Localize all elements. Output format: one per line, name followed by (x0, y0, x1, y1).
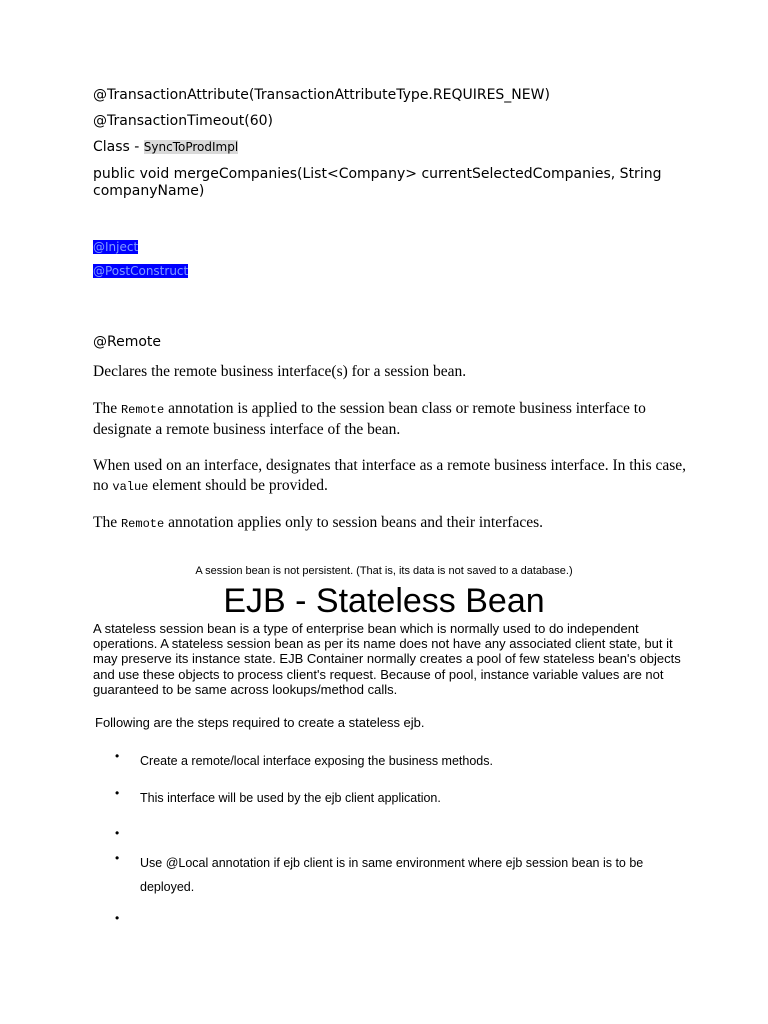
list-item (115, 749, 695, 786)
bullet-text: This interface will be used by the ejb client application. (140, 791, 441, 805)
class-prefix: Class - (93, 139, 144, 155)
list-item (115, 786, 695, 823)
bullet-icon: • (115, 786, 120, 800)
p4-code: Remote (120, 517, 165, 531)
remote-doc-p4 (93, 513, 693, 534)
bullet-icon: • (115, 851, 120, 865)
transaction-attribute-annotation: @TransactionAttribute(TransactionAttributeType.REQUIRES_NEW) (93, 87, 550, 103)
method-signature: public void mergeCompanies(List<Company> currentSelectedCompanies, String companyName) (93, 166, 662, 199)
remote-doc-p2 (93, 399, 693, 440)
page-heading: EJB - Stateless Bean (223, 582, 545, 620)
post-construct-annotation-line (93, 260, 188, 279)
inject-annotation: @Inject (93, 240, 139, 254)
remote-doc-p3 (93, 456, 693, 497)
bullet-icon: • (115, 826, 120, 840)
class-line (93, 139, 238, 156)
transaction-timeout-annotation: @TransactionTimeout(60) (93, 113, 274, 129)
class-name-highlight: SyncToProdImpl (143, 140, 239, 154)
p3-pre: When used on an interface, designates that interface as a remote business interface. In this case, no (93, 457, 687, 494)
list-item (115, 826, 695, 851)
bullet-icon: • (115, 911, 120, 925)
p3-post: element should be provided. (148, 477, 328, 494)
steps-list (115, 749, 695, 935)
inject-annotation-line (93, 236, 138, 255)
p3-code: value (112, 480, 149, 494)
p2-post: annotation is applied to the session bean class or remote business interface to designate a remote business interface of the bean. (93, 400, 646, 438)
p2-pre: The (93, 400, 121, 417)
bullet-text: Create a remote/local interface exposing the business methods. (140, 754, 493, 768)
list-item (115, 851, 695, 914)
remote-annotation: @Remote (93, 334, 162, 350)
bullet-icon: • (115, 749, 120, 763)
stateless-description: A stateless session bean is a type of enterprise bean which is normally used to do independent operations. A stateless session bean as per its name does not have any associated client state, but it may preserve its instance state. EJB Container normally creates a pool of few stateless bean's objects and use these objects to process client's request. Because of pool, instance variable values are not guaranteed to be same across lookups/method calls. (93, 621, 681, 697)
remote-doc-p1: Declares the remote business interface(s) for a session bean. (93, 363, 467, 380)
post-construct-annotation: @PostConstruct (93, 264, 189, 278)
session-bean-note: A session bean is not persistent. (That is, its data is not saved to a database.) (195, 565, 573, 577)
p4-pre: The (93, 514, 121, 531)
p2-code: Remote (120, 403, 165, 417)
list-item (115, 911, 695, 935)
steps-intro: Following are the steps required to create a stateless ejb. (95, 715, 425, 730)
p4-post: annotation applies only to session beans and their interfaces. (164, 514, 543, 531)
bullet-text: Use @Local annotation if ejb client is in same environment where ejb session bean is to be deployed. (140, 856, 644, 894)
